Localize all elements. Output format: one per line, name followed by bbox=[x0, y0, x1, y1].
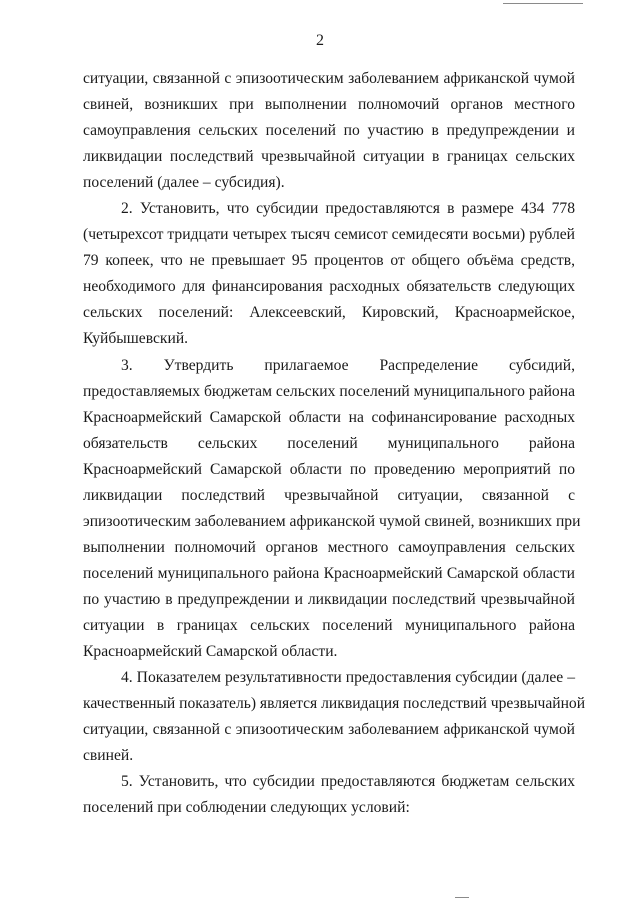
paragraph-line: 4. Показателем результативности предоставления субсидии (далее – bbox=[121, 669, 575, 687]
paragraph-line: эпизоотическим заболеванием африканской чумой свиней, возникших при bbox=[83, 512, 581, 530]
paragraph-5 bbox=[83, 769, 575, 821]
paragraph-line: свиней, возникших при выполнении полномочий органов местного bbox=[83, 96, 575, 114]
paragraph-line: поселений при соблюдении следующих условий: bbox=[83, 799, 410, 817]
paragraph-line: самоуправления сельских поселений по участию в предупреждении и bbox=[83, 122, 575, 140]
paragraph-line: ликвидации последствий чрезвычайной ситуации в границах сельских bbox=[83, 148, 575, 166]
paragraph-line: Красноармейский Самарской области на софинансирование расходных bbox=[83, 408, 575, 426]
paragraph-1 bbox=[83, 66, 575, 196]
paragraph-line: (четырехсот тридцати четырех тысяч семисот семидесяти восьми) рублей bbox=[83, 226, 575, 244]
paragraph-line: по участию в предупреждении и ликвидации последствий чрезвычайной bbox=[83, 590, 575, 608]
paragraph-line: 3. Утвердить прилагаемое Распределение субсидий, bbox=[121, 356, 575, 374]
paragraph-2 bbox=[83, 196, 575, 352]
paragraph-line: ситуации, связанной с эпизоотическим заболеванием африканской чумой bbox=[83, 70, 575, 87]
paragraph-line: качественный показатель) является ликвидация последствий чрезвычайной bbox=[83, 695, 586, 713]
paragraph-line: ситуации, связанной с эпизоотическим заболеванием африканской чумой bbox=[83, 721, 575, 739]
paragraph-line: обязательств сельских поселений муниципального района bbox=[83, 434, 575, 452]
paragraph-line: свиней. bbox=[83, 747, 134, 765]
paragraph-line: предоставляемых бюджетам сельских поселений муниципального района bbox=[83, 382, 575, 400]
paragraph-line: необходимого для финансирования расходных обязательств следующих bbox=[83, 278, 575, 296]
paragraph-4 bbox=[83, 665, 586, 769]
scan-mark-bottom bbox=[455, 897, 469, 898]
paragraph-line: поселений (далее – субсидия). bbox=[83, 174, 285, 192]
paragraph-line: Красноармейский Самарской области по проведению мероприятий по bbox=[83, 460, 575, 478]
paragraph-line: поселений муниципального района Красноармейский Самарской области bbox=[83, 564, 575, 582]
paragraph-3 bbox=[83, 353, 581, 666]
paragraph-line: сельских поселений: Алексеевский, Кировский, Красноармейское, bbox=[83, 304, 575, 322]
scan-mark-top bbox=[503, 3, 583, 4]
page-number: 2 bbox=[316, 32, 324, 49]
paragraph-line: 79 копеек, что не превышает 95 процентов от общего объёма средств, bbox=[83, 252, 575, 270]
paragraph-line: Куйбышевский. bbox=[83, 330, 189, 348]
document-body bbox=[83, 66, 586, 821]
paragraph-line: Красноармейский Самарской области. bbox=[83, 643, 338, 661]
paragraph-line: 2. Установить, что субсидии предоставляются в размере 434 778 bbox=[121, 200, 575, 218]
paragraph-line: ликвидации последствий чрезвычайной ситуации, связанной с bbox=[83, 486, 575, 504]
paragraph-line: ситуации в границах сельских поселений муниципального района bbox=[83, 616, 575, 634]
paragraph-line: выполнении полномочий органов местного самоуправления сельских bbox=[83, 538, 575, 556]
paragraph-line: 5. Установить, что субсидии предоставляются бюджетам сельских bbox=[121, 773, 575, 791]
